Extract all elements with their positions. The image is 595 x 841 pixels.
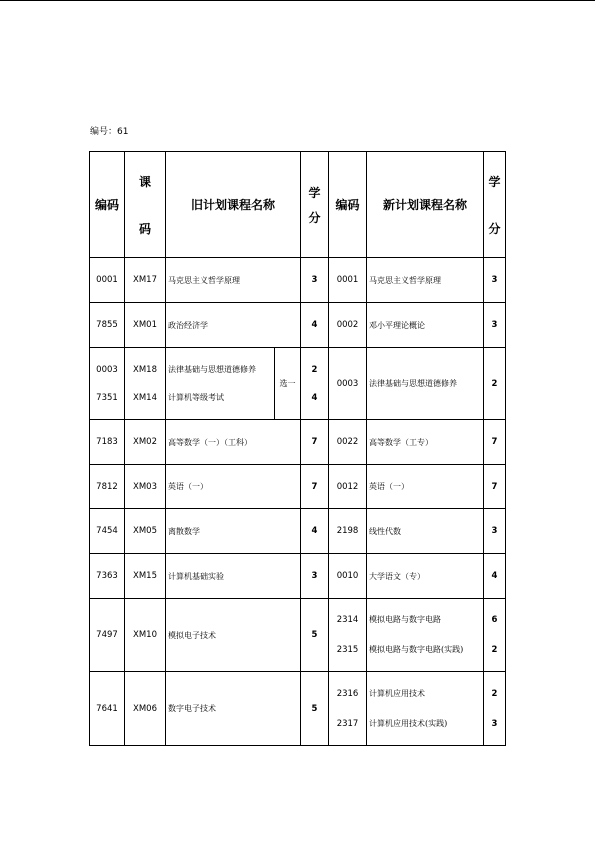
table-row [90, 420, 506, 465]
table-row [90, 672, 506, 746]
table-row [90, 465, 506, 509]
new-credit: 2 [484, 348, 506, 420]
old-code: 0003 [96, 364, 118, 375]
header-new-name: 新计划课程名称 [367, 152, 484, 258]
new-course-name: 模拟电路与数字电路(实践) [369, 645, 464, 654]
new-course-name: 模拟电路与数字电路 [369, 615, 442, 624]
old-course-name: 高等数学（一）（工科） [166, 420, 301, 465]
header-new-credit-line1: 学 [488, 174, 501, 189]
new-code: 0010 [329, 554, 367, 599]
new-code: 0002 [329, 303, 367, 348]
course-code: XM18 [133, 364, 157, 375]
old-code: 7183 [90, 420, 125, 465]
new-course-name-pair [367, 672, 484, 746]
old-course-name: 离散数学 [166, 509, 301, 554]
table-row [90, 303, 506, 348]
old-code-pair [90, 348, 125, 420]
course-code: XM05 [125, 509, 166, 554]
header-new-credit [484, 152, 506, 258]
new-credit: 7 [484, 465, 506, 509]
new-code: 2315 [336, 645, 359, 655]
old-credit: 4 [301, 303, 329, 348]
course-code: XM02 [125, 420, 166, 465]
header-new-credit-line2: 分 [488, 221, 501, 236]
old-course-name: 数字电子技术 [166, 672, 301, 746]
new-course-name: 计算机应用技术 [369, 688, 426, 698]
old-code: 7855 [90, 303, 125, 348]
document-number: 编号：61 [90, 127, 129, 137]
new-code: 2314 [336, 615, 359, 625]
old-credit: 4 [311, 392, 318, 403]
new-code-pair [329, 672, 367, 746]
new-course-name-pair [367, 599, 484, 672]
new-course-name: 邓小平理论概论 [367, 303, 484, 348]
new-code: 2198 [329, 509, 367, 554]
old-credit: 4 [301, 509, 329, 554]
header-course-code-line2: 码 [138, 221, 151, 236]
old-course-name: 马克思主义哲学原理 [166, 258, 301, 303]
choose-one-note: 选一 [275, 348, 301, 420]
header-new-code: 编码 [329, 152, 367, 258]
old-credit-pair [301, 348, 329, 420]
new-course-name: 法律基础与思想道德修养 [367, 348, 484, 420]
new-course-name: 英语（一） [367, 465, 484, 509]
old-course-name: 模拟电子技术 [166, 599, 301, 672]
old-code: 7812 [90, 465, 125, 509]
course-mapping-table [89, 151, 506, 746]
new-credit: 3 [484, 509, 506, 554]
old-course-name: 法律基础与思想道德修养 [168, 364, 256, 374]
new-credit: 3 [484, 303, 506, 348]
old-code: 0001 [90, 258, 125, 303]
new-credit: 6 [491, 615, 498, 625]
new-credit-pair [484, 599, 506, 672]
new-credit: 2 [491, 688, 498, 699]
old-course-name: 计算机基础实验 [166, 554, 301, 599]
table-row [90, 348, 506, 420]
header-old-code: 编码 [90, 152, 125, 258]
old-course-name-pair [166, 348, 275, 420]
table-row [90, 554, 506, 599]
table-row [90, 509, 506, 554]
course-code: XM06 [125, 672, 166, 746]
old-credit: 5 [301, 672, 329, 746]
header-old-name: 旧计划课程名称 [166, 152, 301, 258]
new-code: 0003 [329, 348, 367, 420]
new-course-name: 大学语文（专） [367, 554, 484, 599]
new-credit: 2 [491, 645, 498, 655]
header-course-code [125, 152, 166, 258]
course-code: XM03 [125, 465, 166, 509]
new-credit-pair [484, 672, 506, 746]
new-credit: 3 [491, 718, 498, 729]
new-code: 0001 [329, 258, 367, 303]
new-course-name: 线性代数 [367, 509, 484, 554]
old-code: 7351 [96, 392, 118, 403]
course-code-pair [125, 348, 166, 420]
new-code: 0022 [329, 420, 367, 465]
course-code: XM14 [133, 392, 157, 403]
old-credit: 2 [311, 364, 318, 375]
old-course-name: 政治经济学 [166, 303, 301, 348]
old-course-name: 计算机等级考试 [168, 392, 224, 402]
course-code: XM15 [125, 554, 166, 599]
course-code: XM01 [125, 303, 166, 348]
header-old-credit-line1: 学 [308, 185, 321, 200]
old-course-name: 英语（一） [166, 465, 301, 509]
course-code: XM17 [125, 258, 166, 303]
old-code: 7641 [90, 672, 125, 746]
old-credit: 7 [301, 465, 329, 509]
old-code: 7363 [90, 554, 125, 599]
old-credit: 7 [301, 420, 329, 465]
new-credit: 3 [484, 258, 506, 303]
header-old-credit-line2: 分 [308, 210, 321, 225]
new-credit: 4 [484, 554, 506, 599]
new-code: 0012 [329, 465, 367, 509]
course-code: XM10 [125, 599, 166, 672]
top-rule [0, 0, 595, 1]
new-course-name: 高等数学（工专） [367, 420, 484, 465]
old-code: 7497 [90, 599, 125, 672]
new-code-pair [329, 599, 367, 672]
new-code: 2316 [336, 688, 359, 699]
old-code: 7454 [90, 509, 125, 554]
new-code: 2317 [336, 718, 359, 729]
header-row [90, 152, 506, 258]
new-course-name: 计算机应用技术(实践) [369, 718, 448, 728]
table-row [90, 599, 506, 672]
header-course-code-line1: 课 [138, 174, 151, 189]
old-credit: 3 [301, 258, 329, 303]
new-course-name: 马克思主义哲学原理 [367, 258, 484, 303]
table-row [90, 258, 506, 303]
old-credit: 5 [301, 599, 329, 672]
old-credit: 3 [301, 554, 329, 599]
header-old-credit [301, 152, 329, 258]
new-credit: 7 [484, 420, 506, 465]
